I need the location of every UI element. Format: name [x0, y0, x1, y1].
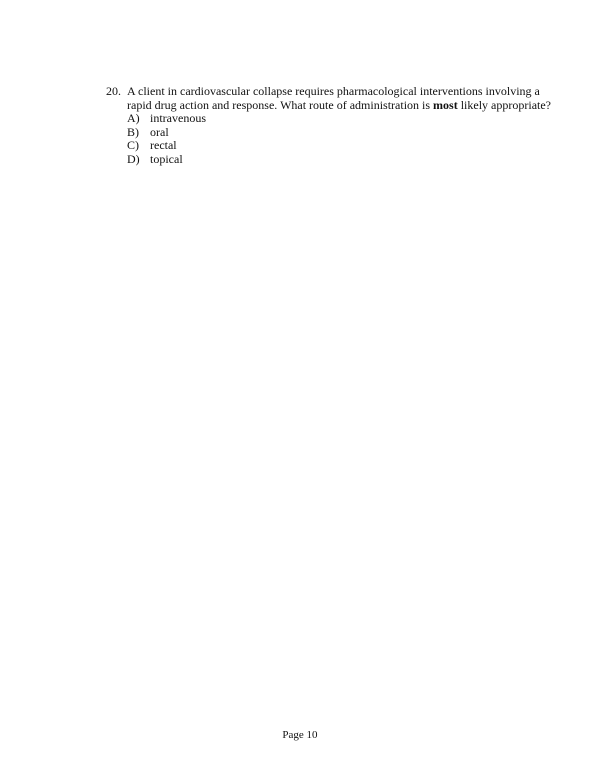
- option-b: [127, 126, 566, 140]
- option-letter: C): [127, 138, 139, 153]
- option-a: [127, 112, 566, 126]
- question-text-emphasis: most: [433, 97, 458, 112]
- question-stem: [106, 85, 566, 112]
- question-text-before: A client in cardiovascular collapse requires pharmacological interventions involving a rapid drug action and response. What route of administration is: [127, 84, 540, 112]
- option-d: [127, 153, 566, 167]
- answer-options: [127, 112, 566, 166]
- option-letter: B): [127, 124, 139, 139]
- question-text: [127, 85, 566, 112]
- page-number: Page 10: [282, 729, 318, 741]
- option-letter: D): [127, 151, 140, 166]
- option-text: oral: [150, 124, 169, 139]
- page-footer: [0, 729, 600, 741]
- option-c: [127, 139, 566, 153]
- option-letter: A): [127, 111, 140, 126]
- question-number: 20.: [106, 84, 121, 98]
- question-text-after: likely appropriate?: [457, 97, 552, 112]
- option-text: intravenous: [150, 111, 206, 126]
- option-text: rectal: [150, 138, 177, 153]
- option-text: topical: [150, 151, 183, 166]
- question-20: [106, 85, 566, 167]
